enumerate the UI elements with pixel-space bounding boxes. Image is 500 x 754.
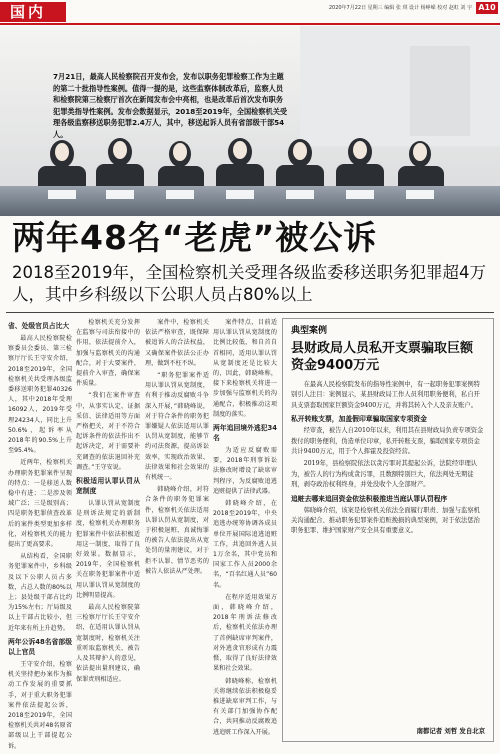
paragraph: 韩晓峰称，检察机关将继续依法积极稳妥推进缺席审判工作，与有关部门加强协作配合，共同推动反腐败追逃追赃工作深入开展。 — [213, 677, 277, 736]
article-column-3 — [145, 318, 209, 579]
article-column-2 — [76, 318, 140, 687]
page-meta: 2020年7月22日 星期三 编辑 张 琪 设计 杨峥嵘 校对 赵虹 刘 宇 — [328, 5, 472, 11]
sidebar-tag: 典型案例 — [291, 326, 328, 336]
header-rule — [0, 23, 500, 25]
paragraph: 案件中，检察机关依法严格审查，既保障被追诉人的合法权益，又确保案件依法公正办理，做到不枉不纵。 — [145, 319, 209, 367]
paragraph: 近两年，检察机关办理职务犯罪案件呈现的特点：一是移送人数稳中有进；二是涉及领域广泛；三是级别高；四是职务犯罪侦查改革后的案件类型更加多样化，对检察机关的能力提出了更高要求。 — [8, 459, 72, 549]
paragraph: 检察机关充分发挥在监察与司法衔接中的作用，依法提前介入，加强与监察机关的沟通配合，对于大要案件，提前介入审查，确保案件质量。 — [76, 319, 140, 388]
page-number-badge: A10 — [476, 2, 498, 14]
paragraph: 王守安介绍，检察机关坚持把办案作为推动工作发展的重要抓手，对于重大职务犯罪案件依法提起公诉，2018至2019年，全国检察机关共对48名原省部级以上干部提起公诉。 — [8, 660, 72, 750]
section-tag: 国内 — [0, 2, 66, 22]
section-heading: 两年公诉48名省部级以上官员 — [8, 637, 72, 656]
paragraph: 韩晓峰介绍，对符合条件的职务犯罪案件，检察机关依法适用认罪认罚从宽制度，对于积极退赃、真诚悔罪的被告人依法提出从宽处罚的量刑建议，对于拒不认罪、情节恶劣的被告人依法从严处理。 — [145, 486, 209, 575]
paragraph: 韩晓峰介绍，在2018至2019年，中央追逃办统筹协调各成员单位开展国际追逃追赃工作，共追回外逃人员1万余名，其中党员和国家工作人员2000余名，“百名红通人员”60名。 — [213, 500, 277, 589]
page-header — [0, 0, 500, 26]
paragraph: 韩晓峰介绍，该案是检察机关依法全面履行职责、加强与监察机关沟通配合、推动职务犯罪案件追赃挽损的典型案例，对于依法惩治职务犯罪、维护国家财产安全具有重要意义。 — [291, 506, 480, 535]
byline: 南都记者 刘哲 发自北京 — [416, 727, 485, 735]
section-heading: 省、处级官员占比大 — [8, 322, 70, 330]
section-heading: 积极适用认罪认罚从宽制度 — [76, 477, 140, 496]
sidebar-heading: 追赃去哪来追回资金依法积极推进当庭认罪认罚程序 — [291, 494, 448, 503]
paragraph: 最高人民检察院第三检察厅厅长王守安介绍，在适用认罪认罚从宽制度时，检察机关注重听取监察机关、被告人及其辩护人的意见，依法提出量刑建议，确保罪责刑相适应。 — [76, 604, 140, 683]
paragraph: 案件特点，目前适用认罪认罚从宽制度的比例比较低，和自首自首相同，适用认罪认罚从宽制度还是比较大的，因此，韩晓峰称，接下来检察机关将进一步加强与监察机关的沟通配合，积极推动这项制度的落实。 — [213, 319, 277, 418]
paragraph: 在程序适用效果方面，韩晓峰介绍，2018年刑诉法修改后，检察机关依法办理了首例缺席审判案件，对外逃贪官形成有力震慑，取得了良好法律效果和社会效果。 — [213, 593, 277, 673]
subheadline: 2018至2019年，全国检察机关受理各级监委移送职务犯罪超4万人，其中乡科级以下公职人员占80%以上 — [12, 263, 486, 304]
case-sidebar — [282, 318, 494, 742]
paragraph: 认罪认罚从宽制度是刑诉法规定的新制度，检察机关办理职务犯罪案件中依法积极适用这一制度，取得了良好效果。数据显示，2019年，全国检察机关在职务犯罪案件中适用认罪认罚从宽制度的比例明显提高。 — [76, 500, 140, 599]
lead-photo — [0, 26, 500, 216]
paragraph: “职务犯罪案件适用认罪认罚从宽制度，有利于推动反腐败斗争深入开展，”韩晓峰说，对于符合条件的职务犯罪嫌疑人依法适用认罪认罚从宽制度，能够节约司法资源，提高诉讼效率，实现政治效果、法律效果和社会效果的有机统一。 — [145, 372, 209, 482]
lede-paragraph: 7月21日，最高人民检察院召开发布会，发布以职务犯罪检察工作为主题的第二十批指导性案例。值得一提的是，这些监察体制改革后，监察人员和检察院第三检察厅首次在新闻发布会中亮相，也是改革后首次发布职务犯罪类指导性案例。发布会数据显示，2018至2019年，全国检察机关受理各级监察移送职务犯罪2.4万人，其中，移送起诉人员有省部级干部54人。 — [53, 72, 288, 139]
paragraph: “我们在案件审查中，从事实认定、证据采信、法律适用等方面严格把关，对于不符合起诉条件的依法作出不起诉决定，对于需要补充调查的依法退回补充调查。”王守安说。 — [76, 392, 140, 471]
article-column-1 — [8, 318, 72, 754]
headline-block — [12, 218, 492, 306]
paragraph: 最高人民检察院检察委员会委员、第三检察厅厅长王守安介绍，2018至2019年，全国检察机关共受理各级监委移送职务犯罪40326人，其中2018年受理16092人，2019年受理24234人，同比上升50.6%，起诉率从2018年的90.5%上升至95.4%。 — [8, 335, 72, 455]
paragraph: 在最高人民检察院发布的指导性案例中，有一起职务犯罪案例特别引人注目：案例显示，某县财政局工作人员利用职务便利，私自开具支票套取国家巨额资金9400万元，并将其转入个人及亲友账户。 — [291, 381, 480, 409]
paragraph: 经审查，被告人自2010年以来，利用其在县财政局负责专项资金拨付的职务便利，伪造单位印章，私开转账支票，骗取国家专项资金共计9400万元，用于个人挥霍及投资经营。 — [291, 427, 484, 456]
paragraph: 2019年，县检察院依法以贪污罪对其提起公诉，法院经审理认为，被告人的行为构成贪污罪，且数额特别巨大，依法判处无期徒刑，剥夺政治权利终身，并处没收个人全部财产。 — [291, 460, 478, 489]
paragraph: 从结构看，全国职务犯罪案件中，乡科级及以下公职人员占多数，占总人数的80%以上；县处级干部占比约为15%左右；厅局级及以上干部占比较小，但近年来有所上升趋势。 — [8, 553, 72, 632]
headline: 两年48名“老虎”被公诉 — [12, 218, 378, 257]
section-heading: 两年追回境外逃犯34名 — [213, 424, 277, 443]
headline-divider — [6, 312, 494, 313]
sidebar-heading: 私开转账支票，加盖假印章骗取国家专项资金 — [291, 415, 427, 424]
sidebar-title: 县财政局人员私开支票骗取巨额资金9400万元 — [291, 341, 474, 373]
paragraph: 为适应反腐败需要，2018年刑事诉讼法修改时增设了缺席审判程序，为反腐败追逃追赃提供了法律武器。 — [213, 447, 277, 495]
article-column-4 — [213, 318, 277, 740]
